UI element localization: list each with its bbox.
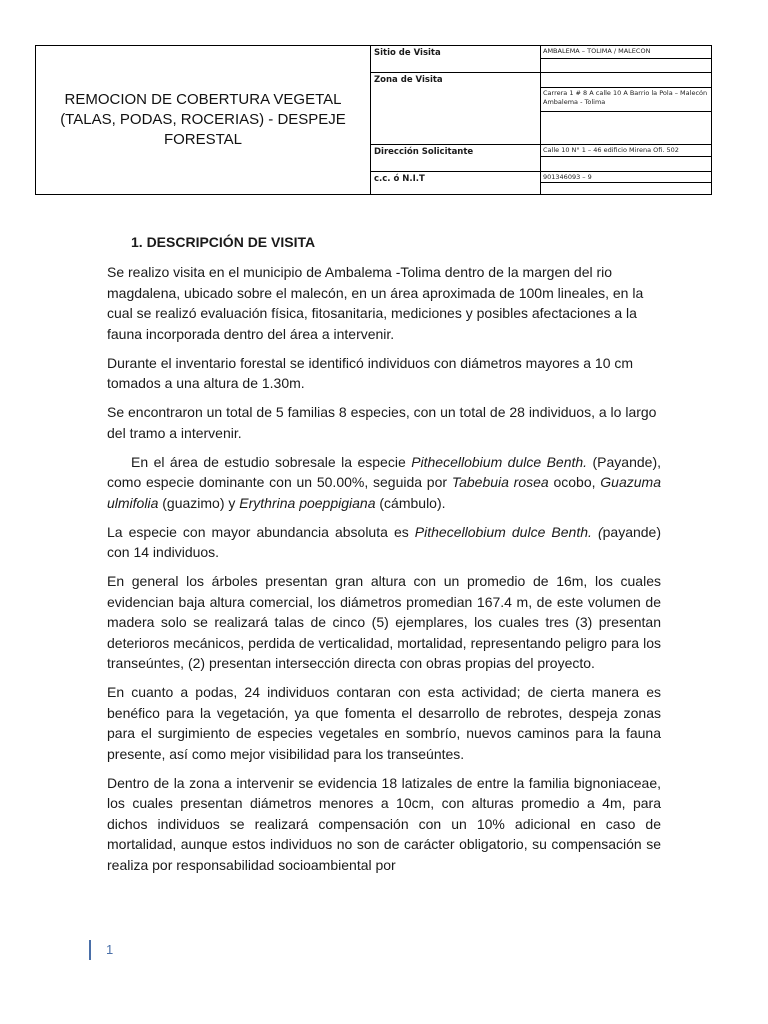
- paragraph: Se realizo visita en el municipio de Ambalema -Tolima dentro de la margen del rio magdalena, ubicado sobre el malecón, en un área aproximada de 100m lineales, en la cual se realizó evaluación física, fitosanitaria, mediciones y posibles afectaciones a la fauna incorporada dentro del área a intervenir.: [107, 264, 644, 342]
- value-cell: 901346093 – 9: [541, 172, 711, 183]
- paragraph: Dentro de la zona a intervenir se evidencia 18 latizales de entre la familia bignoniaceae, los cuales presentan diámetros menores a 10cm, con alturas promedio a 4m, para dichos individuos se realizará compensación con un 10% adicional en caso de mortalidad, aunque estos individuos no son de carácter obligatorio, su compensación se realiza por responsabilidad socioambiental por: [107, 774, 661, 873]
- value-nit: [541, 172, 711, 194]
- header-table: [35, 45, 712, 195]
- species-name: Pithecellobium dulce Benth.: [411, 453, 588, 470]
- value-sitio-visita: [541, 46, 711, 72]
- text-span: (guazimo) y: [158, 494, 240, 511]
- value-cell: [541, 183, 711, 194]
- text-span: ocobo,: [548, 474, 601, 490]
- value-cell: AMBALEMA – TOLIMA / MALECON: [541, 46, 711, 59]
- value-cell: [541, 59, 711, 72]
- paragraph-abundance: [107, 522, 661, 563]
- body-text: [107, 262, 661, 884]
- text-span: payande) con 14 individuos.: [107, 523, 662, 560]
- value-cell: Calle 10 N° 1 – 46 edificio Mirena Ofi. 502: [541, 145, 711, 157]
- value-cell: Carrera 1 # 8 A calle 10 A Barrio la Pola – Malecón Ambalema - Tolima: [541, 88, 711, 112]
- header-info-grid: [371, 46, 711, 194]
- species-name: Erythrina poeppigiana: [239, 494, 376, 511]
- label-sitio-visita: Sitio de Visita: [371, 46, 541, 72]
- row-direccion: [371, 145, 711, 172]
- species-name: Guazuma ulmifolia: [107, 474, 661, 511]
- species-name: Tabebuia rosea: [451, 474, 549, 490]
- text-span: (cámbulo).: [375, 494, 446, 511]
- footer-bar: [89, 940, 91, 960]
- value-cell: [541, 112, 711, 144]
- text-span: La especie con mayor abundancia absoluta es: [107, 523, 415, 540]
- value-cell: [541, 73, 711, 88]
- row-nit: [371, 172, 711, 194]
- value-zona-visita: [541, 73, 711, 144]
- document-title: REMOCION DE COBERTURA VEGETAL (TALAS, PODAS, ROCERIAS) - DESPEJE FORESTAL: [36, 46, 371, 194]
- paragraph: Se encontraron un total de 5 familias 8 especies, con un total de 28 individuos, a lo largo del tramo a intervenir.: [107, 404, 657, 441]
- label-direccion: Dirección Solicitante: [371, 145, 541, 171]
- paragraph: Durante el inventario forestal se identificó individuos con diámetros mayores a 10 cm tomados a una altura de 1.30m.: [107, 354, 634, 391]
- page-number: 1: [106, 942, 114, 957]
- row-zona-visita: [371, 73, 711, 145]
- label-zona-visita: Zona de Visita: [371, 73, 541, 144]
- paragraph: En general los árboles presentan gran altura con un promedio de 16m, los cuales evidencian baja altura comercial, los diámetros promedian 167.4 m, de este volumen de madera solo se realizará talas de cinco (5) ejemplares, los cuales tres (3) presentan deterioros mecánicos, perdida de verticalidad, mortalidad, representando peligro para los transeúntes, (2) presentan intersección directa con obras propias del proyecto.: [107, 573, 661, 671]
- section-heading: 1. DESCRIPCIÓN DE VISITA: [131, 234, 316, 250]
- text-span: En el área de estudio sobresale la especie: [131, 453, 412, 470]
- value-cell: [541, 157, 711, 171]
- value-direccion: [541, 145, 711, 171]
- paragraph-dominant-species: [107, 452, 661, 514]
- paragraph: En cuanto a podas, 24 individuos contaran con esta actividad; de cierta manera es benéfico para la vegetación, ya que fomenta el desarrollo de rebrotes, despeja zonas para el surgimiento de especies vegetales en sombrío, nuevos caminos para la fauna presente, así como mejor visibilidad para los transeúntes.: [107, 684, 661, 762]
- label-nit: c.c. ó N.I.T: [371, 172, 541, 194]
- species-name: Pithecellobium dulce Benth. (: [414, 523, 603, 540]
- text-span: (Payande), como especie dominante con un 50.00%, seguida por: [107, 453, 662, 490]
- row-sitio-visita: [371, 46, 711, 73]
